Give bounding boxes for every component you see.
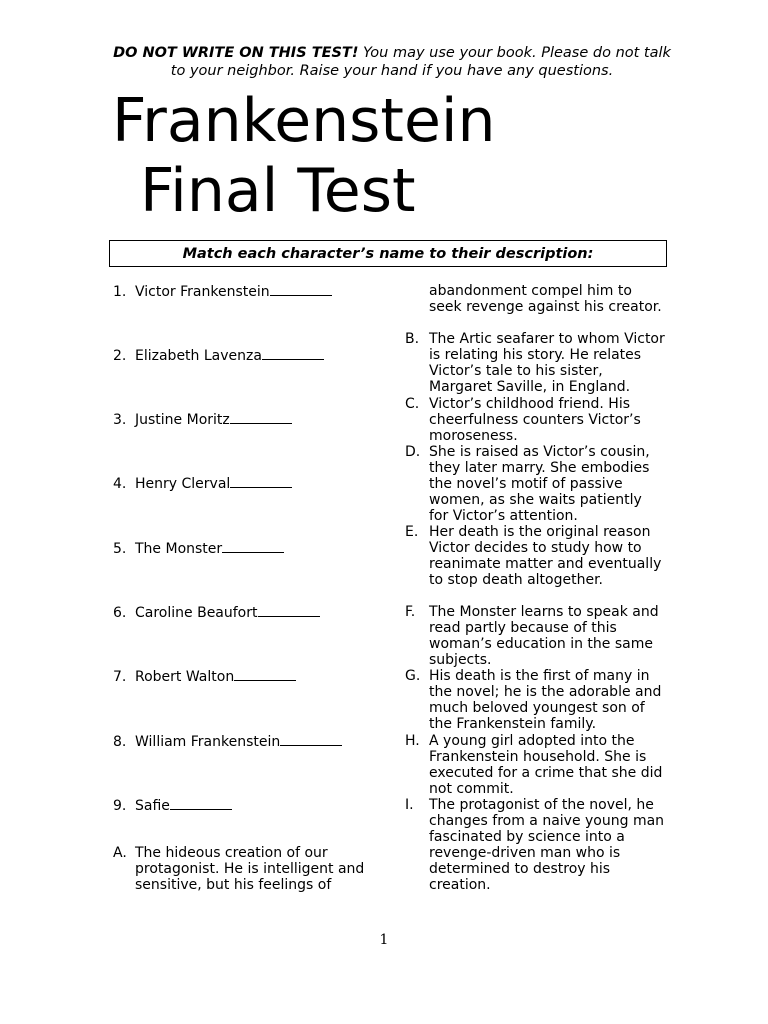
- question-item: [113, 475, 292, 492]
- question-item: [113, 283, 332, 300]
- question-number: 4.: [113, 476, 127, 492]
- description-item: [405, 797, 665, 893]
- question-number: 9.: [113, 798, 127, 814]
- description-text: His death is the first of many in the novel; he is the adorable and much beloved youngest son of the Frankenstein family.: [429, 668, 662, 732]
- answer-blank: [170, 797, 232, 810]
- answer-blank: [280, 733, 342, 746]
- question-number: 8.: [113, 734, 127, 750]
- description-letter: I.: [405, 797, 414, 813]
- description-item: [405, 733, 665, 797]
- page-number: 1: [379, 932, 389, 948]
- question-item: [113, 668, 296, 685]
- description-text: The protagonist of the novel, he changes from a naive young man fascinated by science into a revenge-driven man who is determined to destroy his creation.: [429, 797, 665, 893]
- description-letter: A.: [113, 845, 127, 861]
- description-item: [405, 604, 665, 668]
- question-item: [113, 604, 320, 621]
- description-text: The Artic seafarer to whom Victor is relating his story. He relates Victor’s tale to his sister, Margaret Saville, in England.: [429, 331, 665, 395]
- character-name: William Frankenstein: [135, 734, 281, 750]
- character-name: The Monster: [135, 541, 223, 557]
- question-item: [113, 540, 284, 557]
- description-letter: F.: [405, 604, 416, 620]
- question-number: 3.: [113, 412, 127, 428]
- description-letter: G.: [405, 668, 421, 684]
- answer-blank: [262, 347, 324, 360]
- page-title: [112, 86, 496, 226]
- question-number: 1.: [113, 284, 127, 300]
- answer-blank: [270, 283, 332, 296]
- description-text: Victor’s childhood friend. His cheerfulness counters Victor’s moroseness.: [429, 396, 641, 444]
- description-letter: C.: [405, 396, 420, 412]
- description-item: [405, 331, 665, 395]
- character-name: Elizabeth Lavenza: [135, 348, 262, 364]
- title-line-2: Final Test: [140, 156, 416, 226]
- character-name: Henry Clerval: [135, 476, 231, 492]
- description-text: A young girl adopted into the Frankenstein household. She is executed for a crime that she did not commit.: [429, 733, 663, 797]
- question-item: [113, 733, 342, 750]
- instructions-warning: DO NOT WRITE ON THIS TEST!: [113, 45, 359, 61]
- description-item: [405, 444, 665, 524]
- character-name: Robert Walton: [135, 669, 235, 685]
- question-number: 6.: [113, 605, 127, 621]
- question-number: 5.: [113, 541, 127, 557]
- answer-blank: [230, 411, 292, 424]
- description-letter: E.: [405, 524, 419, 540]
- description-continued: abandonment compel him to seek revenge against his creator.: [429, 283, 662, 315]
- description-item: [405, 524, 665, 588]
- question-number: 2.: [113, 348, 127, 364]
- description-letter: D.: [405, 444, 421, 460]
- answer-blank: [222, 540, 284, 553]
- description-letter: H.: [405, 733, 420, 749]
- description-item: [113, 845, 373, 893]
- description-item: [405, 668, 665, 732]
- character-name: Justine Moritz: [135, 412, 230, 428]
- question-item: [113, 411, 292, 428]
- description-letter: B.: [405, 331, 420, 347]
- answer-blank: [230, 475, 292, 488]
- question-number: 7.: [113, 669, 127, 685]
- description-text: She is raised as Victor’s cousin, they later marry. She embodies the novel’s motif of passive women, as she waits patiently for Victor’s attention.: [429, 444, 650, 524]
- question-item: [113, 347, 324, 364]
- question-item: [113, 797, 232, 814]
- character-name: Safie: [135, 798, 170, 814]
- title-line-1: Frankenstein: [112, 86, 496, 156]
- character-name: Victor Frankenstein: [135, 284, 270, 300]
- matching-instructions-box: Match each character’s name to their description:: [109, 240, 667, 267]
- description-item: [405, 396, 665, 444]
- answer-blank: [234, 668, 296, 681]
- instructions-text: You may use your book. Please do not talk to your neighbor. Raise your hand if you have any questions.: [170, 45, 671, 79]
- description-text: The Monster learns to speak and read partly because of this woman’s education in the same subjects.: [429, 604, 659, 668]
- test-instructions: [108, 44, 676, 80]
- description-text: Her death is the original reason Victor decides to study how to reanimate matter and eventually to stop death altogether.: [429, 524, 662, 588]
- description-text: The hideous creation of our protagonist. He is intelligent and sensitive, but his feelings of: [135, 845, 365, 893]
- character-name: Caroline Beaufort: [135, 605, 258, 621]
- answer-blank: [258, 604, 320, 617]
